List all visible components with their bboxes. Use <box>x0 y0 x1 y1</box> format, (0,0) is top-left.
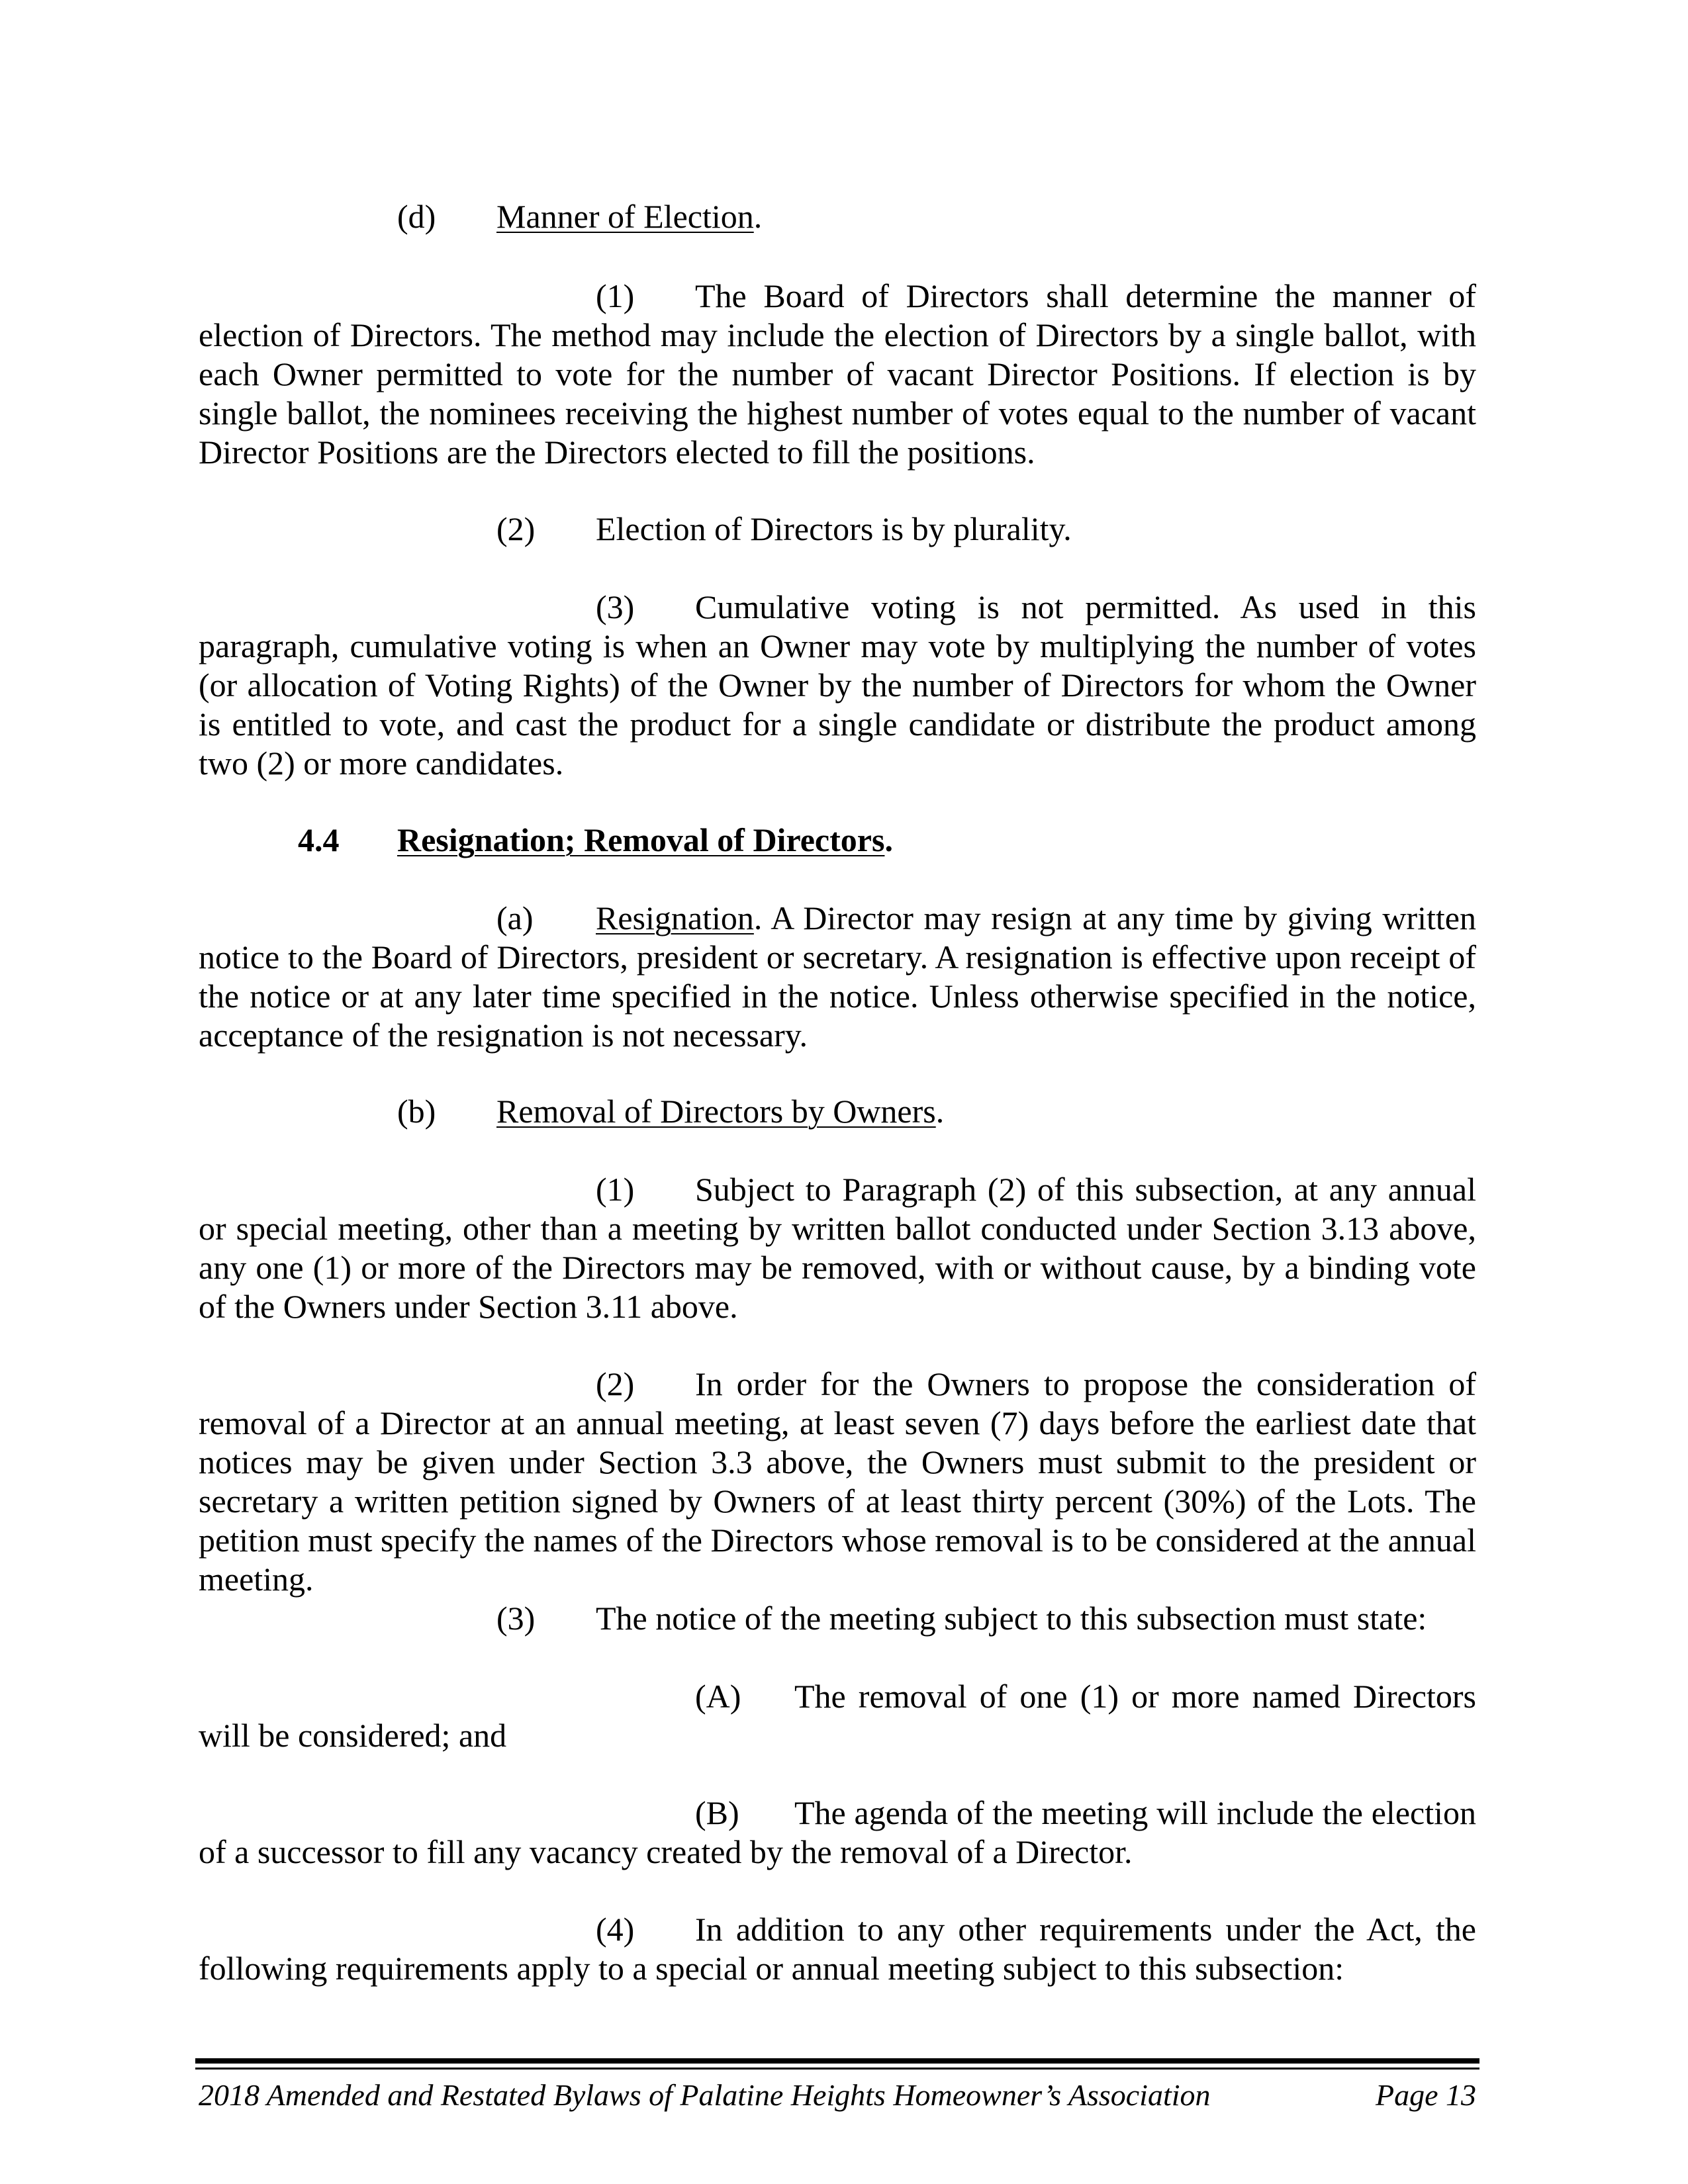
section-4-4-b-paragraph-4 <box>199 1910 1476 1988</box>
section-4-4-b-paragraph-1 <box>199 1170 1476 1326</box>
section-4-4-b-p3-a-label: (A) <box>695 1678 741 1715</box>
section-d-heading-line <box>397 197 762 236</box>
section-4-4-b-heading-period: . <box>935 1093 945 1130</box>
section-d-paragraph-3 <box>199 588 1476 783</box>
section-4-4-b-p4-text: In addition to any other requirements under the Act, the following requirements apply to a special or annual meeting subject to this subsection: <box>199 1911 1476 1987</box>
section-4-4-b-paragraph-2 <box>199 1365 1476 1599</box>
section-4-4-b-label: (b) <box>397 1093 436 1130</box>
footer-title: 2018 Amended and Restated Bylaws of Palatine Heights Homeowner’s Association <box>199 2078 1211 2112</box>
section-d-heading: Manner of Election <box>496 198 754 235</box>
section-4-4-b-p3-label: (3) <box>496 1600 536 1637</box>
section-4-4-heading: Resignation; Removal of Directors <box>397 821 885 858</box>
section-4-4-b-p2-label: (2) <box>596 1365 635 1402</box>
section-4-4-a-heading: Resignation <box>596 899 754 936</box>
section-4-4-a-heading-period: . <box>753 899 771 936</box>
section-4-4-b-p3-item-b <box>199 1794 1476 1872</box>
section-d-p3-text: Cumulative voting is not permitted. As used in this paragraph, cumulative voting is when an Owner may vote by multiplying the number of votes (or allocation of Voting Rights) of the Owner by the number of Directors for whom the Owner is entitled to vote, and cast the product for a single candidate or distribute the product among two (2) or more candidates. <box>199 588 1476 782</box>
section-d-p2-text: Election of Directors is by plurality. <box>596 510 1072 547</box>
section-d-p1-text: The Board of Directors shall determine the manner of election of Directors. The method may include the election of Directors by a single ballot, with each Owner permitted to vote for the number of vacant Director Positions. If election is by single ballot, the nominees receiving the highest number of votes equal to the number of vacant Director Positions are the Directors elected to fill the positions. <box>199 277 1476 471</box>
section-d-p3-label: (3) <box>596 588 635 625</box>
section-4-4-number: 4.4 <box>298 821 340 858</box>
section-4-4-a-label: (a) <box>496 899 534 936</box>
section-4-4-b-p3-a-text: The removal of one (1) or more named Directors will be considered; and <box>199 1678 1476 1754</box>
footer-page-number: Page 13 <box>1375 2078 1476 2112</box>
section-4-4-heading-line <box>298 821 893 860</box>
section-4-4-b-p3-b-text: The agenda of the meeting will include the election of a successor to fill any vacancy created by the removal of a Director. <box>199 1794 1476 1870</box>
section-d-label: (d) <box>397 198 436 235</box>
section-d-p2-label: (2) <box>496 510 536 547</box>
section-4-4-b-paragraph-3 <box>496 1599 1427 1638</box>
section-d-paragraph-1 <box>199 277 1476 472</box>
section-4-4-b-p4-label: (4) <box>596 1911 635 1948</box>
footer-rule-thin <box>195 2068 1479 2070</box>
section-4-4-b-heading-line <box>397 1092 944 1131</box>
section-4-4-b-p3-text: The notice of the meeting subject to this subsection must state: <box>596 1600 1427 1637</box>
section-d-p1-label: (1) <box>596 277 635 314</box>
section-d-heading-period: . <box>753 198 763 235</box>
section-4-4-b-p1-label: (1) <box>596 1171 635 1208</box>
section-4-4-b-heading: Removal of Directors by Owners <box>496 1093 936 1130</box>
section-4-4-heading-period: . <box>884 821 893 858</box>
section-4-4-b-p1-text: Subject to Paragraph (2) of this subsection, at any annual or special meeting, other than a meeting by written ballot conducted under Section 3.13 above, any one (1) or more of the Directors may be removed, with or without cause, by a binding vote of the Owners under Section 3.11 above. <box>199 1171 1476 1325</box>
footer-rule-thick <box>195 2058 1479 2064</box>
section-4-4-b-p2-text: In order for the Owners to propose the consideration of removal of a Director at an annual meeting, at least seven (7) days before the earliest date that notices may be given under Section 3.3 above, the Owners must submit to the president or secretary a written petition signed by Owners of at least thirty percent (30%) of the Lots. The petition must specify the names of the Directors whose removal is to be considered at the annual meeting. <box>199 1365 1477 1598</box>
section-4-4-b-p3-b-label: (B) <box>695 1794 739 1831</box>
section-4-4-a-text: A Director may resign at any time by giving written notice to the Board of Directors, president or secretary. A resignation is effective upon receipt of the notice or at any later time specified in the notice. Unless otherwise specified in the notice, acceptance of the resignation is not necessary. <box>199 899 1476 1054</box>
section-4-4-b-p3-item-a <box>199 1677 1476 1755</box>
section-d-paragraph-2 <box>496 510 1072 549</box>
section-4-4-a-paragraph <box>199 899 1476 1055</box>
